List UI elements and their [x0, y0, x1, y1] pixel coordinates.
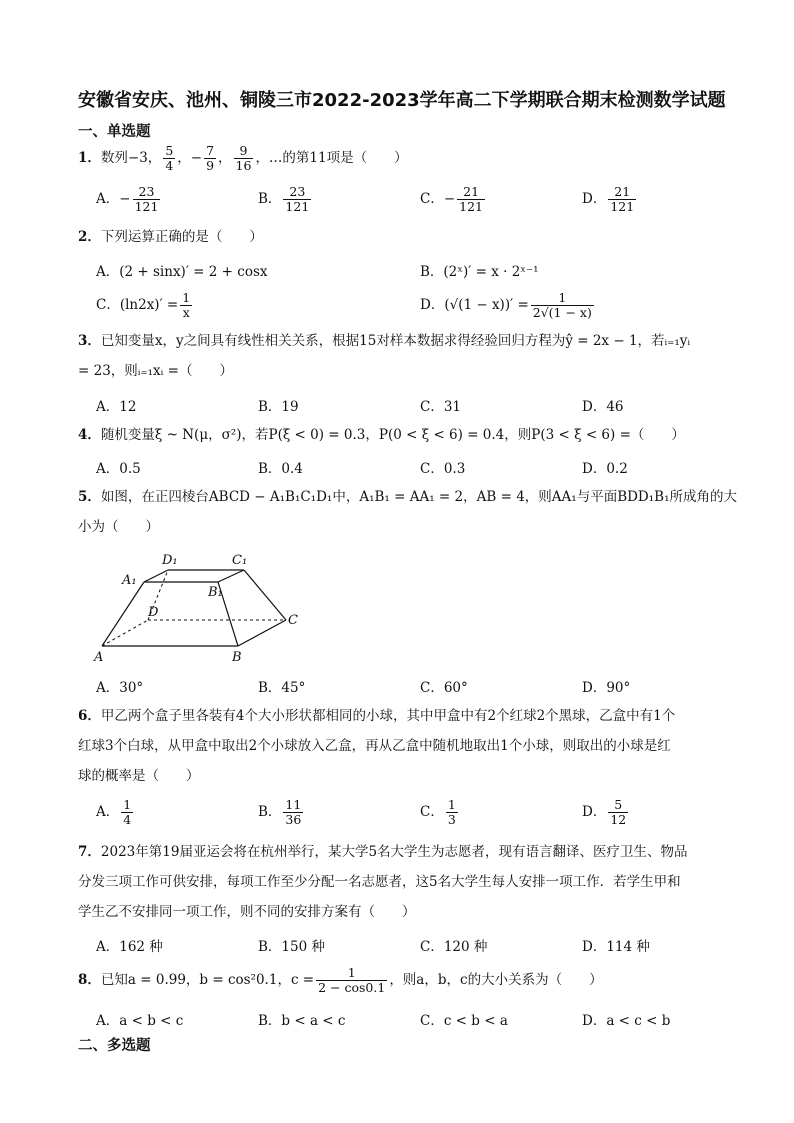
- denominator: 4: [165, 158, 174, 173]
- question-3: [78, 326, 738, 386]
- fraction: [180, 291, 192, 320]
- denominator: x: [182, 305, 190, 320]
- stem-text: 下列运算正确的是（ ）: [100, 229, 263, 245]
- stem-text: 已知变量x，y之间具有线性相关关系，根据15对样本数据求得经验回归方程为ŷ = 2x − 1，若ᵢ₌₁yᵢ: [100, 333, 691, 349]
- question-number: 1．: [78, 150, 101, 166]
- q8-option-c[interactable]: C．c < b < a: [420, 1013, 508, 1029]
- hidden-edge-ad: [102, 620, 148, 646]
- option-label: B．: [258, 191, 282, 207]
- q1-option-d[interactable]: [582, 185, 638, 214]
- frustum-diagram: [90, 548, 310, 668]
- question-number: 2．: [78, 229, 101, 245]
- q5-option-b[interactable]: B．45°: [258, 680, 306, 696]
- numerator: 1: [123, 797, 132, 812]
- option-label: C．−: [420, 191, 456, 207]
- numerator: 1: [447, 797, 456, 812]
- question-6: [78, 701, 738, 791]
- question-5: [78, 482, 738, 542]
- q6-option-c[interactable]: [420, 798, 460, 827]
- numerator: 5: [165, 143, 174, 158]
- fraction: [446, 798, 458, 827]
- stem-text: 小为（ ）: [78, 519, 159, 535]
- denominator: 121: [134, 199, 159, 214]
- vertex-b1-label: B₁: [208, 585, 223, 600]
- stem-text: 分发三项工作可供安排，每项工作至少分配一名志愿者，这5名大学生每人安排一项工作．若学生甲和: [78, 874, 681, 890]
- numerator: 7: [206, 143, 215, 158]
- fraction: [608, 185, 636, 214]
- stem-text: 学生乙不安排同一项工作，则不同的安排方案有（ ）: [78, 904, 416, 920]
- denominator: 121: [285, 199, 310, 214]
- numerator: 5: [608, 798, 628, 813]
- question-number: 3．: [78, 333, 101, 349]
- question-number: 5．: [78, 489, 101, 505]
- stem-text: 甲乙两个盒子里各装有4个大小形状都相同的小球，其中甲盒中有2个红球2个黑球，乙盒中有1个: [100, 708, 676, 724]
- denominator: 36: [285, 812, 302, 827]
- exam-title: 安徽省安庆、池州、铜陵三市2022-2023学年高二下学期联合期末检测数学试题: [78, 90, 726, 111]
- stem-text: = 23，则ᵢ₌₁xᵢ =（ ）: [78, 363, 233, 379]
- option-label: C．: [420, 804, 444, 820]
- option-label: D．: [582, 804, 607, 820]
- denominator: 121: [459, 199, 484, 214]
- stem-text: 球的概率是（ ）: [78, 768, 200, 784]
- stem-text: ，…的第11项是（ ）: [255, 150, 408, 166]
- q2-option-d[interactable]: [420, 291, 596, 320]
- option-label: A．: [96, 804, 120, 820]
- fraction: [204, 144, 216, 173]
- fraction: [457, 185, 485, 214]
- q8-option-a[interactable]: A．a < b < c: [96, 1013, 184, 1029]
- numerator: 23: [283, 185, 311, 200]
- edge-c1b1: [218, 570, 244, 582]
- q3-option-c[interactable]: C．31: [420, 399, 462, 415]
- q7-option-c[interactable]: C．120 种: [420, 939, 488, 955]
- q7-option-d[interactable]: D．114 种: [582, 939, 650, 955]
- q6-option-a[interactable]: [96, 798, 135, 827]
- question-number: 8．: [78, 972, 101, 988]
- numerator: 11: [285, 797, 302, 812]
- numerator: 1: [316, 966, 387, 981]
- denominator: 2 − cos0.1: [318, 980, 386, 995]
- stem-text: ，则a，b，c的大小关系为（ ）: [389, 972, 603, 988]
- denominator: 12: [610, 812, 627, 827]
- question-4: [78, 420, 738, 450]
- q3-option-b[interactable]: B．19: [258, 399, 299, 415]
- option-label: D．(√(1 − x))′ =: [420, 297, 529, 313]
- numerator: 1: [182, 290, 191, 305]
- denominator: 2√(1 − x): [532, 305, 592, 320]
- option-label: A．−: [96, 191, 131, 207]
- q7-option-a[interactable]: A．162 种: [96, 939, 163, 955]
- fraction: [163, 144, 175, 173]
- stem-text: 2023年第19届亚运会将在杭州举行，某大学5名大学生为志愿者，现有语言翻译、医疗卫生、物品: [100, 844, 688, 860]
- question-number: 7．: [78, 844, 101, 860]
- edge-bc: [238, 620, 286, 646]
- numerator: 21: [608, 185, 636, 200]
- stem-text: 红球3个白球，从甲盒中取出2个小球放入乙盒，再从乙盒中随机地取出1个小球，则取出的小球是红: [78, 738, 671, 754]
- stem-text: 如图，在正四棱台ABCD − A₁B₁C₁D₁中，A₁B₁ = AA₁ = 2，AB = 4，则AA₁与平面BDD₁B₁所成角的大: [100, 489, 738, 505]
- q3-option-a[interactable]: A．12: [96, 399, 137, 415]
- section-multiple-choice: 二、多选题: [78, 1038, 151, 1054]
- q6-option-b[interactable]: [258, 798, 305, 827]
- fraction: [283, 185, 311, 214]
- q5-option-c[interactable]: C．60°: [420, 680, 468, 696]
- fraction: [608, 798, 628, 827]
- vertex-d-label: D: [148, 605, 159, 620]
- q2-option-a[interactable]: A．(2 + sinx)′ = 2 + cosx: [96, 264, 268, 280]
- q4-option-a[interactable]: A．0.5: [96, 461, 141, 477]
- q2-option-b[interactable]: B．(2ˣ)′ = x · 2ˣ⁻¹: [420, 264, 539, 280]
- fraction: [133, 185, 161, 214]
- option-label: C．(ln2x)′ =: [96, 297, 179, 313]
- fraction: [234, 144, 254, 173]
- question-number: 6．: [78, 708, 101, 724]
- fraction: [121, 798, 133, 827]
- stem-text: 已知a = 0.99，b = cos²0.1，c =: [100, 972, 315, 988]
- question-2: [78, 222, 738, 252]
- stem-text: ，: [218, 150, 232, 166]
- question-8: [78, 965, 738, 995]
- edge-aa1: [102, 582, 144, 646]
- numerator: 23: [133, 185, 161, 200]
- numerator: 1: [531, 291, 594, 306]
- q4-option-d[interactable]: D．0.2: [582, 461, 628, 477]
- q4-option-b[interactable]: B．0.4: [258, 461, 303, 477]
- vertex-a1-label: A₁: [122, 573, 137, 588]
- question-1: [78, 143, 738, 173]
- q5-option-d[interactable]: D．90°: [582, 680, 631, 696]
- fraction: [283, 798, 303, 827]
- q2-option-c[interactable]: [96, 291, 194, 320]
- denominator: 3: [447, 812, 456, 827]
- fraction: [316, 966, 387, 995]
- q7-option-b[interactable]: B．150 种: [258, 939, 325, 955]
- vertex-a-label: A: [94, 650, 104, 665]
- numerator: 9: [234, 144, 254, 159]
- fraction: [531, 291, 594, 320]
- q5-option-a[interactable]: A．30°: [96, 680, 144, 696]
- option-label: B．: [258, 804, 282, 820]
- denominator: 9: [206, 158, 215, 173]
- stem-text: 数列−3，: [100, 150, 162, 166]
- q3-option-d[interactable]: D．46: [582, 399, 624, 415]
- edge-c1c: [244, 570, 286, 620]
- denominator: 4: [123, 812, 132, 827]
- vertex-c-label: C: [288, 613, 298, 628]
- q1-option-b[interactable]: [258, 185, 313, 214]
- q8-option-d[interactable]: D．a < c < b: [582, 1013, 671, 1029]
- question-7: [78, 837, 738, 927]
- q6-option-d[interactable]: [582, 798, 630, 827]
- vertex-c1-label: C₁: [232, 553, 248, 568]
- vertex-d1-label: D₁: [162, 553, 178, 568]
- q1-option-c[interactable]: [420, 185, 487, 214]
- stem-text: ，−: [177, 150, 203, 166]
- q1-option-a[interactable]: [96, 185, 162, 214]
- question-number: 4．: [78, 427, 101, 443]
- vertex-b-label: B: [232, 650, 242, 665]
- q4-option-c[interactable]: C．0.3: [420, 461, 466, 477]
- numerator: 21: [457, 185, 485, 200]
- denominator: 16: [235, 158, 252, 173]
- denominator: 121: [610, 199, 635, 214]
- section-single-choice: 一、单选题: [78, 124, 151, 140]
- q8-option-b[interactable]: B．b < a < c: [258, 1013, 346, 1029]
- stem-text: 随机变量ξ ~ N(μ，σ²)，若P(ξ < 0) = 0.3，P(0 < ξ < 6) = 0.4，则P(3 < ξ < 6) =（ ）: [100, 427, 685, 443]
- option-label: D．: [582, 191, 607, 207]
